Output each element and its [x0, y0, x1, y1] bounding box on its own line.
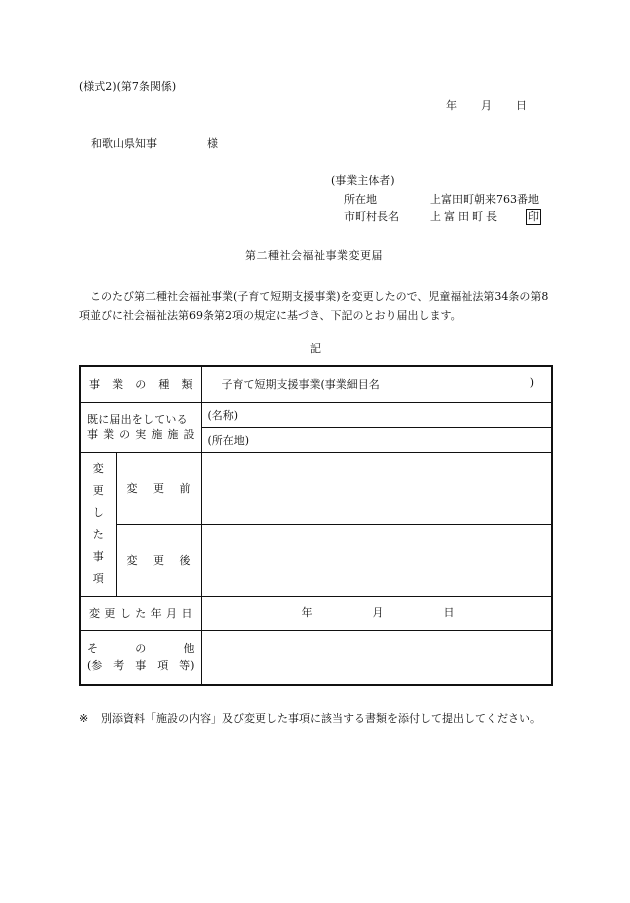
- seal-label: 印: [528, 210, 539, 223]
- after-change-label: 変 更 後: [116, 524, 201, 596]
- addressee-honorific: 様: [207, 137, 218, 150]
- before-change-label: 変 更 前: [116, 452, 201, 524]
- form-number: (様式2)(第7条関係): [79, 80, 177, 93]
- other-field[interactable]: [201, 630, 552, 685]
- facility-name-field[interactable]: (名称): [201, 402, 552, 427]
- other-label: そ の 他 (参 考 事 項 等): [80, 630, 201, 685]
- document-title: 第二種社会福祉事業変更届: [245, 249, 383, 262]
- business-type-value[interactable]: 子育て短期支援事業(事業細目名 ): [201, 366, 552, 402]
- footnote-mark: ※: [79, 712, 89, 725]
- footnote-text: 別添資料「施設の内容」及び変更した事項に該当する書類を添付して提出してください。: [101, 712, 541, 725]
- address-value: 上富田町朝来763番地: [430, 193, 539, 206]
- facility-label: 既に届出をしている 事 業 の 実 施 施 設: [80, 402, 201, 452]
- mayor-label: 市町村長名: [344, 210, 399, 223]
- form-table: [79, 365, 553, 686]
- addressee-name: 和歌山県知事: [91, 137, 157, 150]
- after-change-field[interactable]: [201, 524, 552, 596]
- seal-stamp: [526, 209, 541, 225]
- facility-address-field[interactable]: (所在地): [201, 427, 552, 452]
- footnote: [79, 709, 559, 729]
- applicant-heading: (事業主体者): [331, 174, 395, 187]
- body-paragraph: このたび第二種社会福祉事業(子育て短期支援事業)を変更したので、児童福祉法第34条の第8項並びに社会福祉法第69条第2項の規定に基づき、下記のとおり届出します。: [79, 290, 549, 322]
- change-date-field[interactable]: 年 月 日: [201, 596, 552, 630]
- business-type-label: 事 業 の 種 類: [80, 366, 201, 402]
- ki-marker: 記: [310, 342, 321, 355]
- before-change-field[interactable]: [201, 452, 552, 524]
- change-items-label: 変 更 し た 事 項: [80, 452, 116, 596]
- change-date-label: 変 更 し た 年 月 日: [80, 596, 201, 630]
- mayor-value: 上富田町長: [430, 210, 500, 223]
- address-label: 所在地: [344, 193, 377, 206]
- submission-date: 年 月 日: [446, 99, 527, 112]
